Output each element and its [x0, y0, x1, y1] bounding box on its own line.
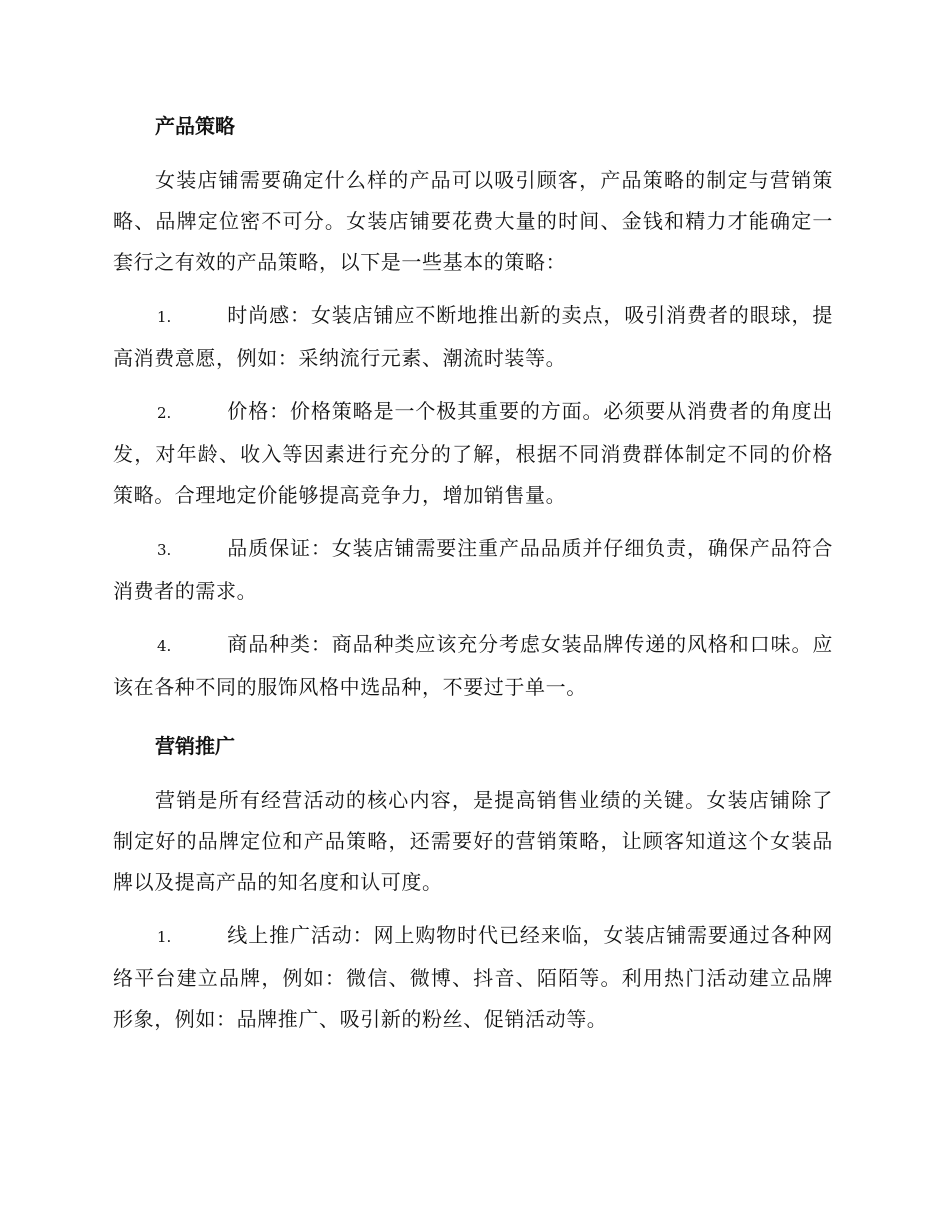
section-product-strategy [113, 106, 833, 708]
list-item-number: 3. [157, 541, 172, 559]
section-heading: 产品策略 [155, 114, 235, 138]
list-item-number: 2. [157, 404, 172, 422]
list-item-text: 品质保证：女装店铺需要注重产品品质并仔细负责，确保产品符合消费者的需求。 [113, 536, 833, 603]
list-item [113, 915, 833, 1040]
section-heading: 营销推广 [155, 734, 235, 758]
list-item [113, 624, 833, 708]
list-item [113, 528, 833, 612]
section-intro-paragraph: 女装店铺需要确定什么样的产品可以吸引顾客，产品策略的制定与营销策略、品牌定位密不可分。女装店铺要花费大量的时间、金钱和精力才能确定一套行之有效的产品策略，以下是一些基本的策略： [113, 168, 833, 274]
list-item [113, 391, 833, 516]
list-item-text: 商品种类：商品种类应该充分考虑女装品牌传递的风格和口味。应该在各种不同的服饰风格中选品种，不要过于单一。 [113, 632, 833, 699]
list-item-text: 线上推广活动：网上购物时代已经来临，女装店铺需要通过各种网络平台建立品牌，例如：微信、微博、抖音、陌陌等。利用热门活动建立品牌形象，例如：品牌推广、吸引新的粉丝、促销活动等。 [113, 923, 833, 1031]
list-item [113, 295, 833, 379]
section-intro-paragraph: 营销是所有经营活动的核心内容，是提高销售业绩的关键。女装店铺除了制定好的品牌定位和产品策略，还需要好的营销策略，让顾客知道这个女装品牌以及提高产品的知名度和认可度。 [113, 788, 833, 894]
list-item-number: 1. [157, 928, 172, 946]
list-item-number: 1. [157, 308, 172, 326]
document-page [113, 106, 833, 1052]
list-item-number: 4. [157, 637, 172, 655]
list-item-text: 时尚感：女装店铺应不断地推出新的卖点，吸引消费者的眼球，提高消费意愿，例如：采纳流行元素、潮流时装等。 [113, 303, 833, 370]
list-item-text: 价格：价格策略是一个极其重要的方面。必须要从消费者的角度出发，对年龄、收入等因素进行充分的了解，根据不同消费群体制定不同的价格策略。合理地定价能够提高竞争力，增加销售量。 [113, 399, 833, 507]
section-marketing-promotion [113, 726, 833, 1040]
